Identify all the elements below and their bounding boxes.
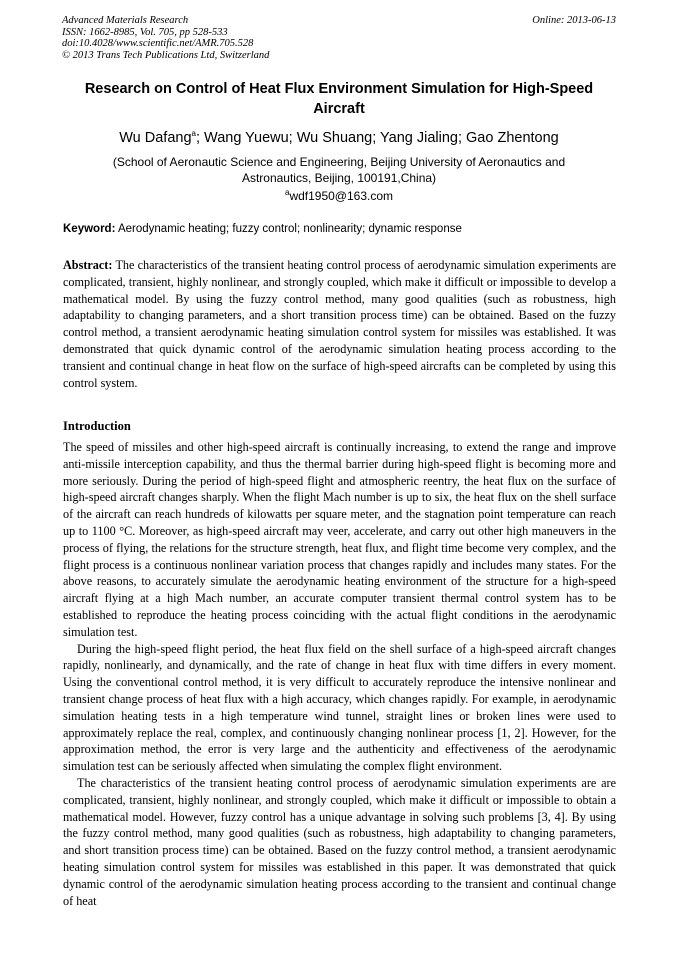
first-author-marker: a [191,129,196,139]
journal-name: Advanced Materials Research [62,15,189,26]
online-date: Online: 2013-06-13 [532,15,616,26]
issn: ISSN: 1662-8985, Vol. 705, pp 528-533 [62,26,228,38]
contact-email [0,189,678,203]
keyword-text: Aerodynamic heating; fuzzy control; nonlinearity; dynamic response [115,223,462,235]
abstract-text: The characteristics of the transient heating control process of aerodynamic simulation experiments are complicated, transient, highly nonlinear, and strongly coupled, which make it difficult or impossible to develop a mathematical model. By using the fuzzy control method, many good qualities (such as robustness, high adaptability to changing parameters, and a short transition process time) can be obtained. Based on the fuzzy control method, a transient aerodynamic heating simulation control system for missiles was established. It was demonstrated that quick dynamic control of the aerodynamic simulation heating process according to the transient and continual change in heat flow on the surface of high-speed aircrafts can be completed by using this control system. [63,258,616,390]
author-list [40,129,638,147]
journal-header [62,15,616,61]
other-authors: ; Wang Yuewu; Wu Shuang; Yang Jialing; Gao Zhentong [195,130,559,146]
abstract-label: Abstract: [63,258,113,272]
paper-title: Research on Control of Heat Flux Environment Simulation for High-Speed Aircraft [84,81,594,117]
first-author: Wu Dafang [119,130,192,146]
copyright: © 2013 Trans Tech Publications Ltd, Switzerland [62,49,270,61]
email-marker: a [284,188,290,197]
paragraph: During the high-speed flight period, the heat flux field on the shell surface of a high-speed aircraft changes rapidly, nonlinearly, and dynamically, and the rate of change in heat flux with time differs in every moment. Using the conventional control method, it is very difficult to accurately reproduce the intensive nonlinear and transient change process of heat flux with a high accuracy, which changes rapidly. For example, in aerodynamic simulation heating tests in a high temperature wind tunnel, straight lines or broken lines were used to approximately replace the real, complex, and continuously changing nonlinear process [1, 2]. However, for the approximation method, the error is very large and the authenticity and effectiveness of the aerodynamic simulation test can be seriously affected when simulating the complex flight environment. [63,641,616,774]
paragraph: The characteristics of the transient heating control process of aerodynamic simulation experiments are are complicated, transient, highly nonlinear, and strongly coupled, which make it difficult or impossible to obtain a mathematical model. However, fuzzy control has a unique advantage in solving such problems [3, 4]. By using the fuzzy control method, many good qualities (such as robustness, high adaptability to changing parameters, and short transition process time) can be obtained. Based on the fuzzy control method, a transient aerodynamic heating simulation control system for missiles was established in this paper. It was demonstrated that quick dynamic control of the aerodynamic simulation heating process according to the transient and continual change of heat [63,775,616,908]
paragraph: The speed of missiles and other high-speed aircraft is continually increasing, to extend the range and improve anti-missile interception capability, and thus the thermal barrier during high-speed flight is becoming more and more seriously. During the period of high-speed flight and atmospheric reentry, the heat flux on the surface of high-speed aircraft changes sharply. When the flight Mach number is up to six, the heat flux on the shell surface of the aircraft can reach hundreds of kilowatts per square meter, and the stagnation point temperature can reach up to 1100 °C. Moreover, as high-speed aircraft may veer, accelerate, and carry out other high maneuvers in the process of flying, the relations for the structure strength, heat flux, and flight time become very complex, and the flight process is a continuous nonlinear variation process that changes rapidly and includes many states. For the above reasons, to accurately simulate the aerodynamic heating environment of the structure for a high-speed aircraft flying at a high Mach number, an accurate computer transient thermal control system has to be established to reproduce the heating process coinciding with the actual flight conditions in the aerodynamic simulation test. [63,440,616,639]
keyword-label: Keyword: [63,223,116,235]
keywords [63,222,616,236]
introduction-body [63,439,616,909]
affiliation: (School of Aeronautic Science and Engineering, Beijing University of Aeronautics and Astronautics, Beijing, 100191,China) [112,155,566,185]
email-address: wdf1950@163.com [289,189,394,203]
abstract [63,257,616,391]
section-heading-introduction: Introduction [63,419,131,433]
doi: doi:10.4028/www.scientific.net/AMR.705.528 [62,38,254,49]
